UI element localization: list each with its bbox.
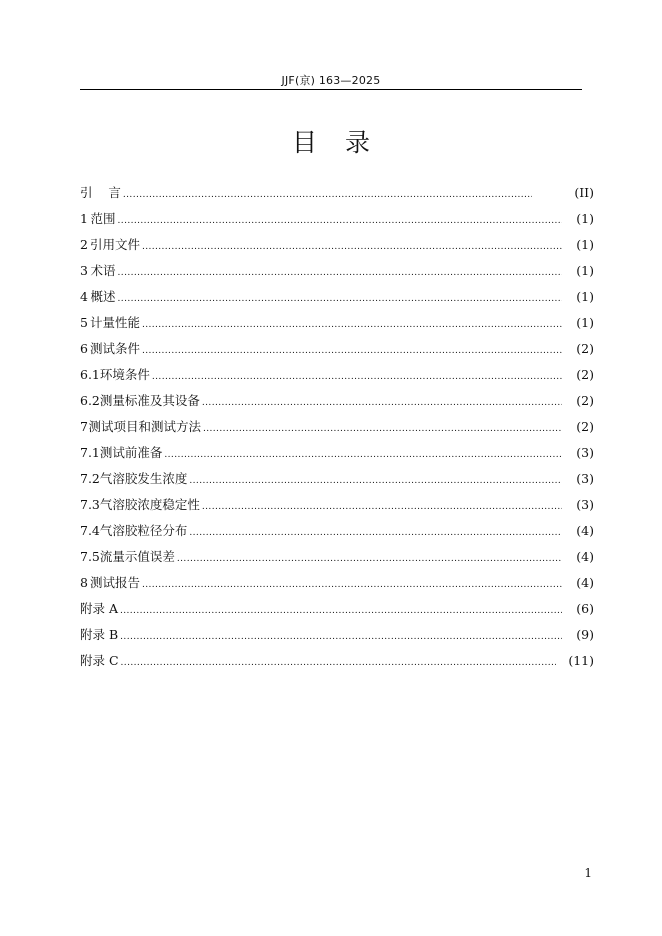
toc-leader-dots [123, 182, 532, 208]
toc-entry-label: 气溶胶浓度稳定性 [99, 497, 200, 512]
toc-entry-number: 3 [80, 263, 88, 278]
toc-entry[interactable] [80, 622, 594, 648]
toc-entry-number: 4 [80, 289, 88, 304]
toc-entry[interactable] [80, 414, 594, 440]
toc-leader-dots [118, 208, 562, 234]
toc-entry-label: 气溶胶发生浓度 [99, 471, 188, 486]
toc-leader-dots [142, 312, 562, 338]
toc-leader-dots [142, 572, 562, 598]
toc-entry-number: 5 [80, 315, 88, 330]
toc-entry-label: 流量示值误差 [99, 549, 175, 564]
toc-leader-dots [164, 442, 562, 468]
toc-entry-number: 7.1 [80, 445, 100, 460]
toc-entry-page: (2) [576, 419, 594, 434]
toc-leader-dots [118, 260, 562, 286]
toc-entry-page: (9) [576, 627, 594, 642]
toc-entry-label: 环境条件 [99, 367, 150, 382]
toc-entry-label: 术语 [90, 263, 116, 278]
toc-entry-label: 测试项目和测试方法 [88, 419, 202, 434]
toc-entry-page: (2) [576, 367, 594, 382]
toc-entry[interactable] [80, 544, 594, 570]
toc-entry-page: (3) [576, 445, 594, 460]
toc-entry-label: 测试条件 [89, 341, 140, 356]
toc-entry-number: 8 [80, 575, 88, 590]
table-of-contents [80, 180, 594, 674]
toc-entry-number: 7 [80, 419, 88, 434]
header-divider [80, 89, 582, 90]
toc-entry-page: (11) [568, 653, 594, 668]
toc-entry-page: (2) [576, 393, 594, 408]
toc-entry-label: 附录 A [80, 601, 119, 616]
toc-entry[interactable] [80, 518, 594, 544]
toc-entry-page: (1) [576, 289, 594, 304]
page-title: 目录 [291, 128, 398, 157]
toc-entry-label: 测试报告 [89, 575, 140, 590]
toc-entry-label: 附录 B [80, 627, 119, 642]
toc-entry[interactable] [80, 440, 594, 466]
toc-entry[interactable] [80, 466, 594, 492]
toc-entry-page: (6) [576, 601, 594, 616]
toc-entry-label: 测试前准备 [99, 445, 163, 460]
toc-leader-dots [121, 650, 556, 676]
toc-entry-page: (1) [576, 211, 594, 226]
document-code-header: JJF(京) 163—2025 [281, 74, 381, 87]
page-number: 1 [584, 866, 592, 880]
toc-leader-dots [120, 624, 562, 650]
toc-entry[interactable] [80, 388, 594, 414]
toc-entry-number: 7.4 [80, 523, 100, 538]
toc-entry-page: (2) [576, 341, 594, 356]
toc-entry-number: 6.1 [80, 367, 100, 382]
toc-leader-dots [203, 416, 562, 442]
toc-entry-label: 计量性能 [89, 315, 140, 330]
toc-leader-dots [202, 494, 562, 520]
toc-entry[interactable] [80, 180, 594, 206]
toc-entry-number: 7.3 [80, 497, 100, 512]
toc-entry[interactable] [80, 648, 594, 674]
toc-entry-page: (3) [576, 471, 594, 486]
toc-entry[interactable] [80, 206, 594, 232]
toc-entry-page: (1) [576, 315, 594, 330]
toc-entry[interactable] [80, 336, 594, 362]
toc-leader-dots [118, 286, 562, 312]
toc-entry-number: 1 [80, 211, 88, 226]
toc-entry[interactable] [80, 570, 594, 596]
toc-entry-page: (II) [574, 185, 594, 200]
toc-entry-page: (3) [576, 497, 594, 512]
toc-leader-dots [152, 364, 562, 390]
toc-leader-dots [189, 520, 562, 546]
toc-entry[interactable] [80, 596, 594, 622]
toc-entry[interactable] [80, 310, 594, 336]
toc-entry-page: (1) [576, 263, 594, 278]
toc-entry-page: (4) [576, 575, 594, 590]
toc-entry-label: 范围 [90, 211, 116, 226]
toc-entry-number: 2 [80, 237, 88, 252]
toc-entry-page: (4) [576, 549, 594, 564]
toc-entry-label: 引用文件 [89, 237, 140, 252]
toc-leader-dots [177, 546, 562, 572]
toc-entry-page: (4) [576, 523, 594, 538]
toc-entry-label: 引 言 [80, 185, 121, 200]
toc-entry-label: 附录 C [80, 653, 119, 668]
toc-entry-number: 6 [80, 341, 88, 356]
toc-leader-dots [202, 390, 562, 416]
toc-entry-page: (1) [576, 237, 594, 252]
toc-leader-dots [142, 234, 562, 260]
toc-entry-label: 测量标准及其设备 [99, 393, 200, 408]
toc-entry-label: 概述 [90, 289, 116, 304]
toc-entry-number: 7.5 [80, 549, 100, 564]
toc-entry-number: 6.2 [80, 393, 100, 408]
toc-entry-number: 7.2 [80, 471, 100, 486]
toc-entry[interactable] [80, 362, 594, 388]
toc-leader-dots [189, 468, 562, 494]
toc-leader-dots [142, 338, 562, 364]
toc-entry-label: 气溶胶粒径分布 [99, 523, 188, 538]
toc-entry[interactable] [80, 284, 594, 310]
toc-entry[interactable] [80, 232, 594, 258]
toc-entry[interactable] [80, 492, 594, 518]
toc-entry[interactable] [80, 258, 594, 284]
toc-leader-dots [120, 598, 562, 624]
